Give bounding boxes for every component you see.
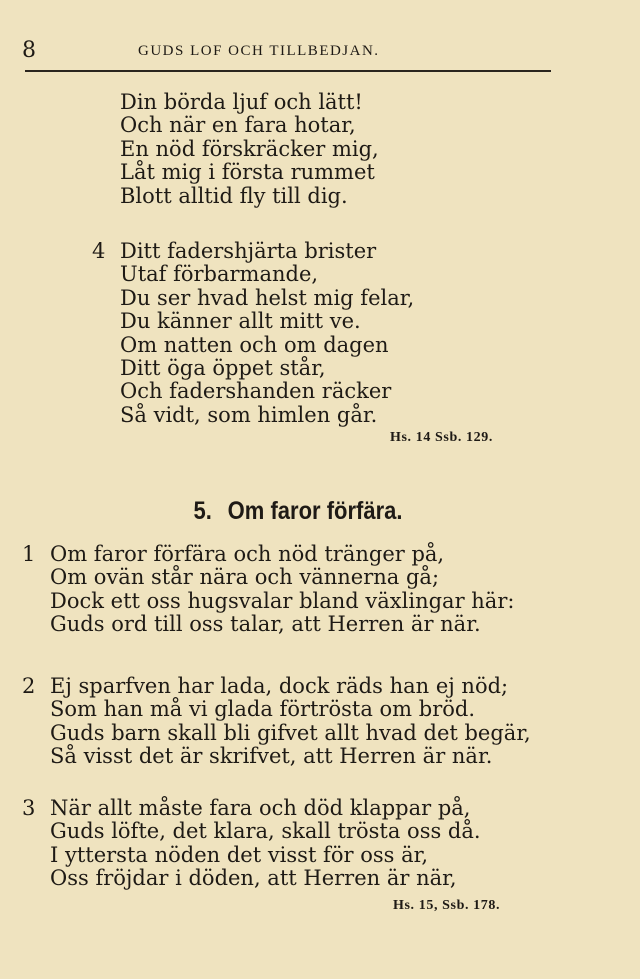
verse-line: Så visst det är skrifvet, att Herren är när. xyxy=(50,744,493,769)
verse-line: Om ovän står nära och vännerna gå; xyxy=(50,565,440,590)
verse-line: Du ser hvad helst mig felar, xyxy=(120,285,415,310)
verse-line: När allt måste fara och död klappar på, xyxy=(50,796,471,820)
verse-line: Så vidt, som himlen går. xyxy=(120,402,378,427)
stanza-4 xyxy=(120,240,414,427)
stanza-3 xyxy=(50,797,481,891)
page-number: 8 xyxy=(22,38,36,63)
verse-line: En nöd förskräcker mig, xyxy=(120,136,379,161)
hymn-reference: Hs. 15, Ssb. 178. xyxy=(393,898,501,913)
verse-line: Blott alltid fly till dig. xyxy=(120,183,348,208)
verse-line: Som han må vi glada förtrösta om bröd. xyxy=(50,697,476,722)
verse-line: Ej sparfven har lada, dock räds han ej nöd; xyxy=(50,674,509,698)
verse-line: Dock ett oss hugsvalar bland växlingar här: xyxy=(50,588,515,613)
stanza-1 xyxy=(50,543,514,637)
verse-line: Om faror förfära och nöd tränger på, xyxy=(50,542,445,566)
verse-line: Du känner allt mitt ve. xyxy=(120,309,361,334)
verse-line: Guds barn skall bli gifvet allt hvad det begär, xyxy=(50,720,531,745)
verse-line: Och när en fara hotar, xyxy=(120,113,356,138)
stanza-number: 1 xyxy=(22,542,36,566)
header-rule xyxy=(25,70,551,72)
verse-line: Din börda ljuf och lätt! xyxy=(120,90,363,114)
verse-line: Ditt öga öppet står, xyxy=(120,356,326,381)
verse-line: Om natten och om dagen xyxy=(120,332,389,357)
verse-line: Guds löfte, det klara, skall trösta oss då. xyxy=(50,819,481,844)
verse-line: Och fadershanden räcker xyxy=(120,379,392,404)
verse-line: I yttersta nöden det visst för oss är, xyxy=(50,842,428,867)
hymn-title-text: Om faror förfära. xyxy=(227,497,403,525)
stanza-number: 4 xyxy=(92,239,106,263)
verse-line: Låt mig i första rummet xyxy=(120,160,375,185)
hymn-reference: Hs. 14 Ssb. 129. xyxy=(390,430,493,445)
hymn-number: 5. xyxy=(193,497,212,525)
verse-line: Ditt fadershjärta brister xyxy=(120,239,377,263)
stanza-number: 3 xyxy=(22,796,36,820)
running-title: GUDS LOF OCH TILLBEDJAN. xyxy=(138,43,380,59)
stanza-number: 2 xyxy=(22,674,36,698)
hymn-title xyxy=(36,497,560,526)
stanza-2 xyxy=(50,675,531,769)
stanza-3-tail xyxy=(120,91,379,208)
verse-line: Oss fröjdar i döden, att Herren är när, xyxy=(50,866,457,891)
verse-line: Guds ord till oss talar, att Herren är när. xyxy=(50,612,481,637)
verse-line: Utaf förbarmande, xyxy=(120,262,319,287)
